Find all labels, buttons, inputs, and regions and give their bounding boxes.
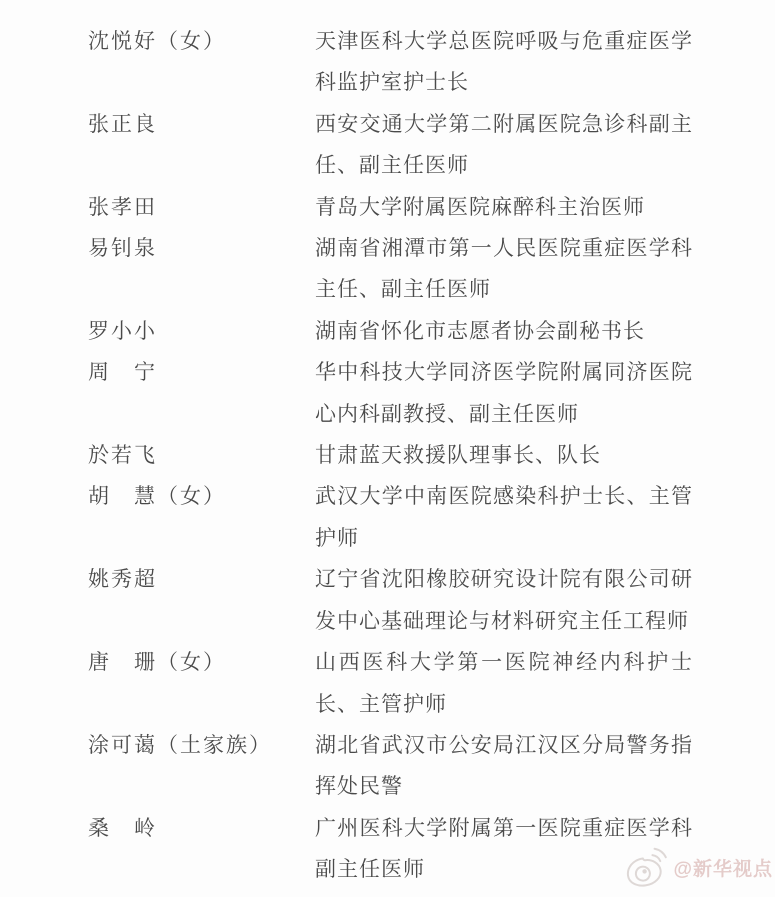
title-line: 青岛大学附属医院麻醉科主治医师 [315, 194, 645, 219]
person-name: 桑 岭 [88, 815, 157, 840]
list-item [88, 559, 775, 642]
list-item [88, 228, 775, 311]
title-line: 主任、副主任医师 [315, 277, 491, 302]
title-line: 湖南省湘潭市第一人民医院重症医学科 [315, 236, 693, 261]
person-title [315, 725, 693, 808]
person-title [315, 228, 693, 311]
title-line: 辽宁省沈阳橡胶研究设计院有限公司研 [315, 567, 693, 592]
title-line: 湖北省武汉市公安局江汉区分局警务指 [315, 732, 693, 757]
person-name: 张正良 [88, 111, 157, 136]
person-title [315, 104, 693, 187]
person-title [315, 435, 693, 476]
watermark-handle: @新华视点 [673, 858, 773, 880]
person-name: 於若飞 [88, 443, 157, 468]
person-name: 姚秀超 [88, 567, 157, 592]
title-line: 甘肃蓝天救援队理事长、队长 [315, 443, 601, 468]
title-line: 挥处民警 [315, 774, 403, 799]
person-title [315, 476, 693, 559]
title-line: 副主任医师 [315, 857, 425, 882]
person-name: 易钊泉 [88, 236, 157, 261]
list-item [88, 476, 775, 559]
person-title [315, 642, 693, 725]
list-item [88, 311, 775, 352]
list-item [88, 21, 775, 104]
person-title [315, 311, 693, 352]
person-title [315, 352, 693, 435]
person-name: 张孝田 [88, 194, 157, 219]
title-line: 科监护室护士长 [315, 70, 469, 95]
title-line: 西安交通大学第二附属医院急诊科副主 [315, 111, 693, 136]
person-title [315, 559, 693, 642]
person-name: 胡 慧（女） [88, 484, 226, 509]
person-name: 罗小小 [88, 318, 157, 343]
list-item [88, 352, 775, 435]
title-line: 心内科副教授、副主任医师 [315, 401, 579, 426]
person-title [315, 808, 693, 891]
title-line: 长、主管护师 [315, 691, 447, 716]
list-item [88, 642, 775, 725]
title-line: 华中科技大学同济医学院附属同济医院 [315, 360, 693, 385]
title-line: 湖南省怀化市志愿者协会副秘书长 [315, 318, 645, 343]
person-name: 唐 珊（女） [88, 650, 226, 675]
title-line: 山西医科大学第一医院神经内科护士 [315, 650, 693, 675]
list-item [88, 187, 775, 228]
list-item [88, 808, 775, 891]
list-item [88, 104, 775, 187]
title-line: 护师 [315, 525, 359, 550]
title-line: 武汉大学中南医院感染科护士长、主管 [315, 484, 693, 509]
list-item [88, 435, 775, 476]
title-line: 发中心基础理论与材料研究主任工程师 [315, 608, 689, 633]
person-title [315, 21, 693, 104]
person-title [315, 187, 693, 228]
title-line: 广州医科大学附属第一医院重症医学科 [315, 815, 693, 840]
title-line: 天津医科大学总医院呼吸与危重症医学 [315, 29, 693, 53]
person-name: 周 宁 [88, 360, 157, 385]
list-item [88, 725, 775, 808]
person-name: 沈悦好（女） [88, 29, 226, 53]
title-line: 任、副主任医师 [315, 153, 469, 178]
person-name: 涂可蔼（土家族） [88, 732, 272, 757]
